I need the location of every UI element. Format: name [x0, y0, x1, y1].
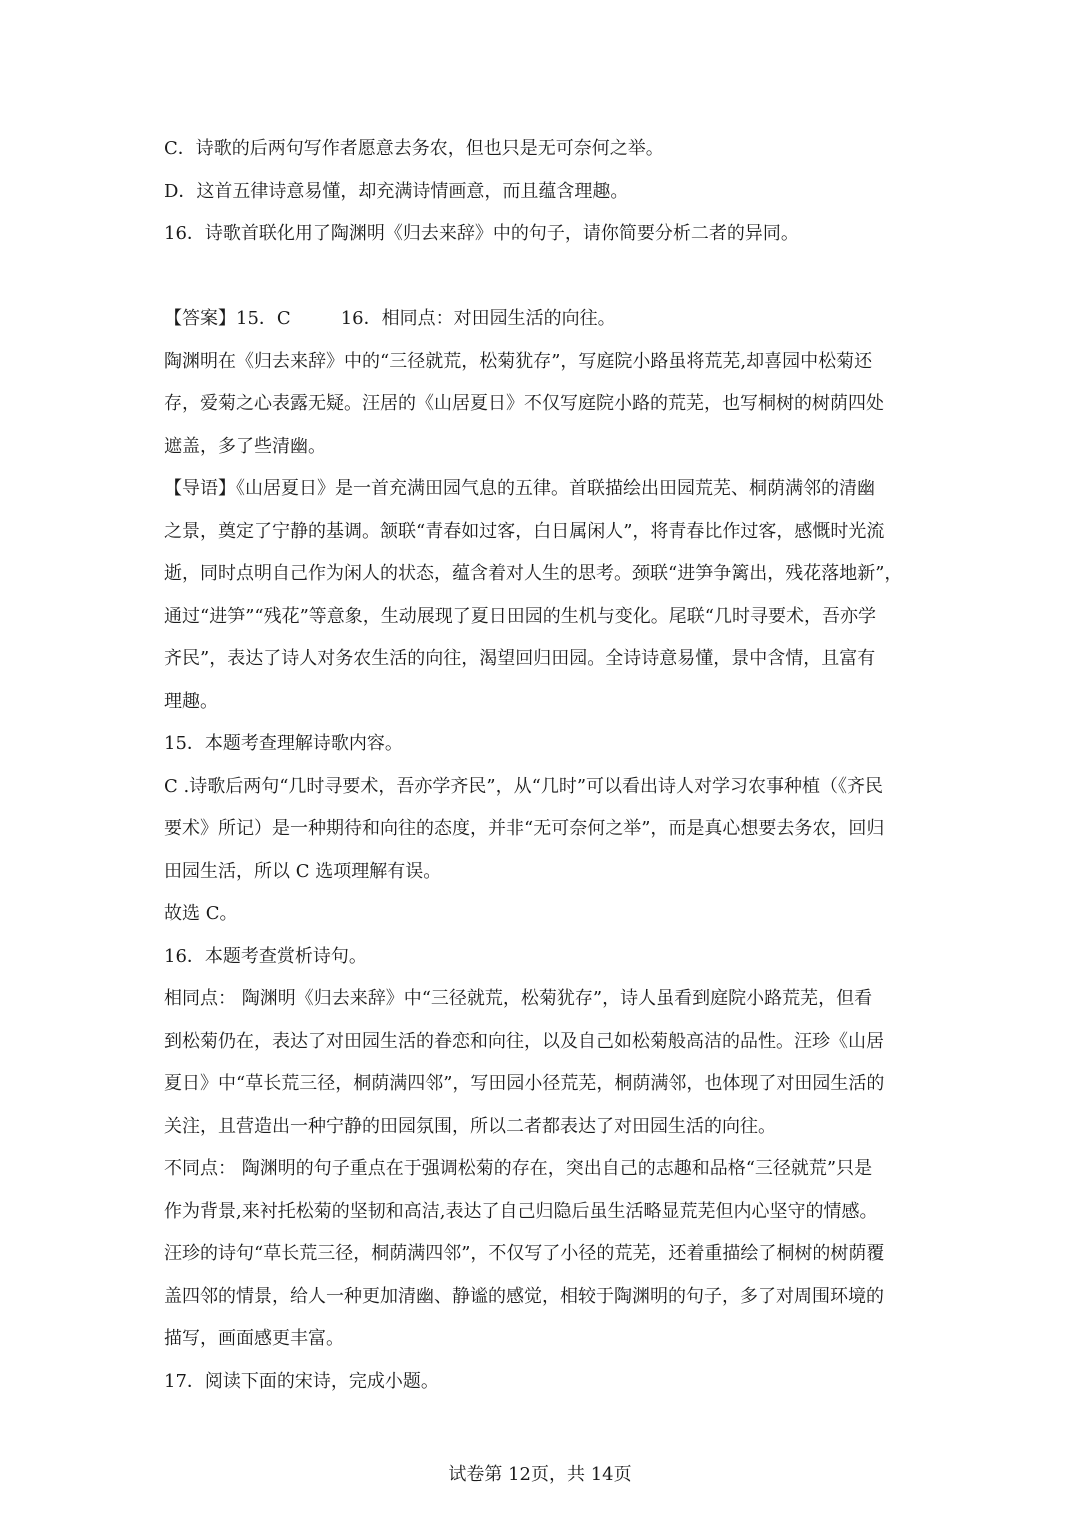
explanation-15-line: 田园生活，所以 C 选项理解有误。 [164, 860, 442, 882]
document-body [164, 128, 920, 1403]
guide-line: 齐民”，表达了诗人对务农生活的向往，渴望回归田园。全诗诗意易懂，景中含情，且富有 [164, 648, 876, 669]
guide-line: 理趣。 [164, 690, 218, 712]
question-16: 16．诗歌首联化用了陶渊明《归去来辞》中的句子，请你简要分析二者的异同。 [164, 223, 799, 244]
guide-line: 【导语】《山居夏日》是一首充满田园气息的五律。首联描绘出田园荒芜、桐荫满邻的清幽 [164, 478, 875, 499]
difference-line: 描写，画面感更丰富。 [164, 1328, 344, 1349]
answer-15: 【答案】15．C [164, 308, 291, 329]
explanation-15-conclusion: 故选 C。 [164, 903, 238, 924]
difference-line: 汪珍的诗句“草长荒三径，桐荫满四邻”，不仅写了小径的荒芜，还着重描绘了桐树的树荫覆 [164, 1243, 885, 1264]
page-footer: 试卷第 12页，共 14页 [448, 1464, 632, 1485]
guide-line: 之景，奠定了宁静的基调。颔联“青春如过客，白日属闲人”，将青春比作过客，感慨时光流 [164, 520, 885, 542]
difference-line: 不同点： 陶渊明的句子重点在于强调松菊的存在，突出自己的志趣和品格“三径就荒”只是 [164, 1158, 873, 1179]
answer-16: 16．相同点：对田园生活的向往。 [340, 308, 616, 329]
body-line: 陶渊明在《归去来辞》中的“三径就荒，松菊犹存”，写庭院小路虽将荒芜,却喜园中松菊还 [164, 350, 873, 372]
guide-line: 逝，同时点明自己作为闲人的状态，蕴含着对人生的思考。颈联“进笋争篱出，残花落地新”， [164, 563, 903, 584]
similarity-line: 关注，且营造出一种宁静的田园氛围，所以二者都表达了对田园生活的向往。 [164, 1115, 776, 1137]
guide-line: 通过“进笋”“残花”等意象，生动展现了夏日田园的生机与变化。尾联“几时寻要术，吾亦学 [164, 605, 877, 627]
similarity-line: 夏日》中“草长荒三径，桐荫满四邻”，写田园小径荒芜，桐荫满邻，也体现了对田园生活的 [164, 1073, 885, 1094]
difference-line: 作为背景,来衬托松菊的坚韧和高洁,表达了自己归隐后虽生活略显荒芜但内心坚守的情感。 [164, 1200, 878, 1222]
option-d: D．这首五律诗意易懂，却充满诗情画意，而且蕴含理趣。 [164, 180, 629, 202]
similarity-line: 相同点： 陶渊明《归去来辞》中“三径就荒，松菊犹存”，诗人虽看到庭院小路荒芜，但看 [164, 988, 873, 1009]
question-17: 17．阅读下面的宋诗，完成小题。 [164, 1370, 439, 1392]
explanation-15-line: 要术》所记）是一种期待和向往的态度，并非“无可奈何之举”，而是真心想要去务农，回归 [164, 818, 885, 839]
explanation-16-heading: 16．本题考查赏析诗句。 [164, 945, 367, 967]
explanation-15-line: C .诗歌后两句“几时寻要术，吾亦学齐民”，从“几时”可以看出诗人对学习农事种植（《齐民 [164, 775, 884, 797]
body-line: 存，爱菊之心表露无疑。汪居的《山居夏日》不仅写庭院小路的荒芜，也写桐树的树荫四处 [164, 393, 884, 414]
spacer [164, 256, 920, 299]
difference-line: 盖四邻的情景，给人一种更加清幽、静谧的感觉，相较于陶渊明的句子，多了对周围环境的 [164, 1285, 884, 1307]
explanation-15-heading: 15．本题考查理解诗歌内容。 [164, 733, 403, 754]
answer-header [164, 298, 920, 341]
body-line: 遮盖，多了些清幽。 [164, 435, 326, 457]
option-c: C．诗歌的后两句写作者愿意去务农，但也只是无可奈何之举。 [164, 138, 664, 159]
similarity-line: 到松菊仍在，表达了对田园生活的眷恋和向往，以及自己如松菊般高洁的品性。汪珍《山居 [164, 1030, 884, 1052]
